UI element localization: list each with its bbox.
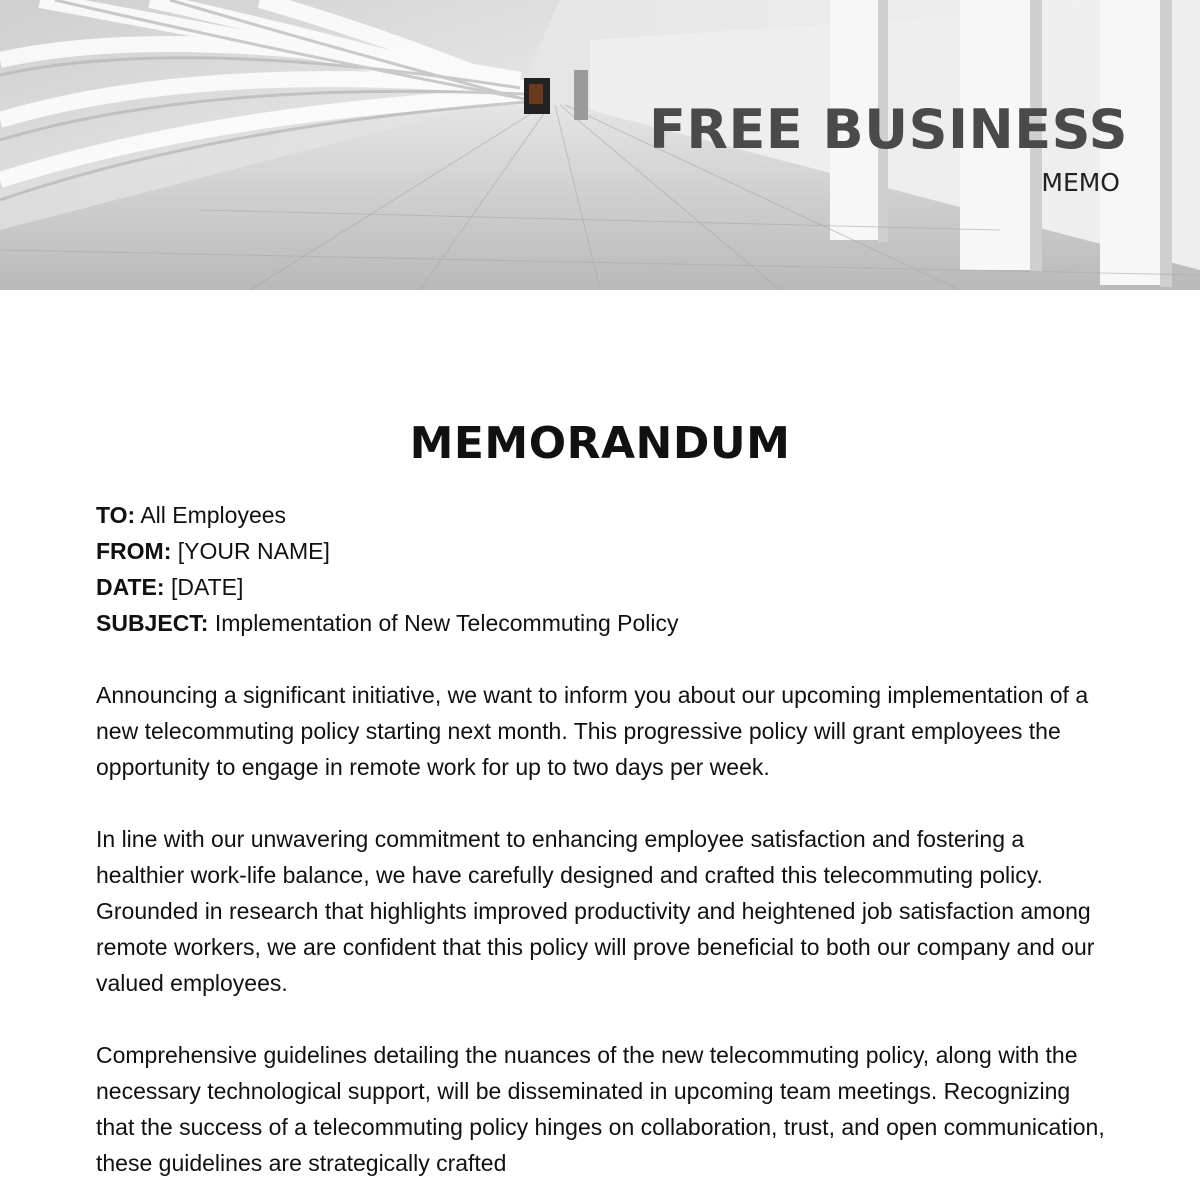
memo-body — [96, 677, 1106, 1200]
to-field — [96, 497, 1106, 533]
subject-field — [96, 605, 1106, 641]
date-value: [DATE] — [170, 574, 244, 600]
subject-label: SUBJECT: — [96, 610, 209, 636]
memo-heading: MEMORANDUM — [409, 418, 791, 469]
to-value: All Employees — [140, 502, 287, 528]
body-paragraph: Announcing a significant initiative, we want to inform you about our upcoming implementation of a new telecommuting policy starting next month. This progressive policy will grant employees the opportunity to engage in remote work for up to two days per week. — [96, 682, 1089, 780]
date-field — [96, 569, 1106, 605]
from-field — [96, 533, 1106, 569]
to-label: TO: — [96, 502, 136, 528]
from-value: [YOUR NAME] — [177, 538, 330, 564]
banner-title: FREE BUSINESS — [649, 98, 1128, 161]
header-banner — [0, 0, 1200, 290]
date-label: DATE: — [96, 574, 165, 600]
from-label: FROM: — [96, 538, 172, 564]
memo-header-fields — [96, 497, 1106, 641]
body-paragraph: Comprehensive guidelines detailing the nuances of the new telecommuting policy, along with the necessary technological support, will be disseminated in upcoming team meetings. Recognizing that the success of a telecommuting policy hinges on collaboration, trust, and open communication, these guidelines are strategically crafted — [96, 1042, 1105, 1176]
body-paragraph: In line with our unwavering commitment to enhancing employee satisfaction and fostering a healthier work-life balance, we have carefully designed and crafted this telecommuting policy. Grounded in research that highlights improved productivity and heightened job satisfaction among remote workers, we are confident that this policy will prove beneficial to both our company and our valued employees. — [96, 826, 1095, 996]
subject-value: Implementation of New Telecommuting Policy — [214, 610, 679, 636]
banner-subtitle: MEMO — [1041, 168, 1120, 197]
